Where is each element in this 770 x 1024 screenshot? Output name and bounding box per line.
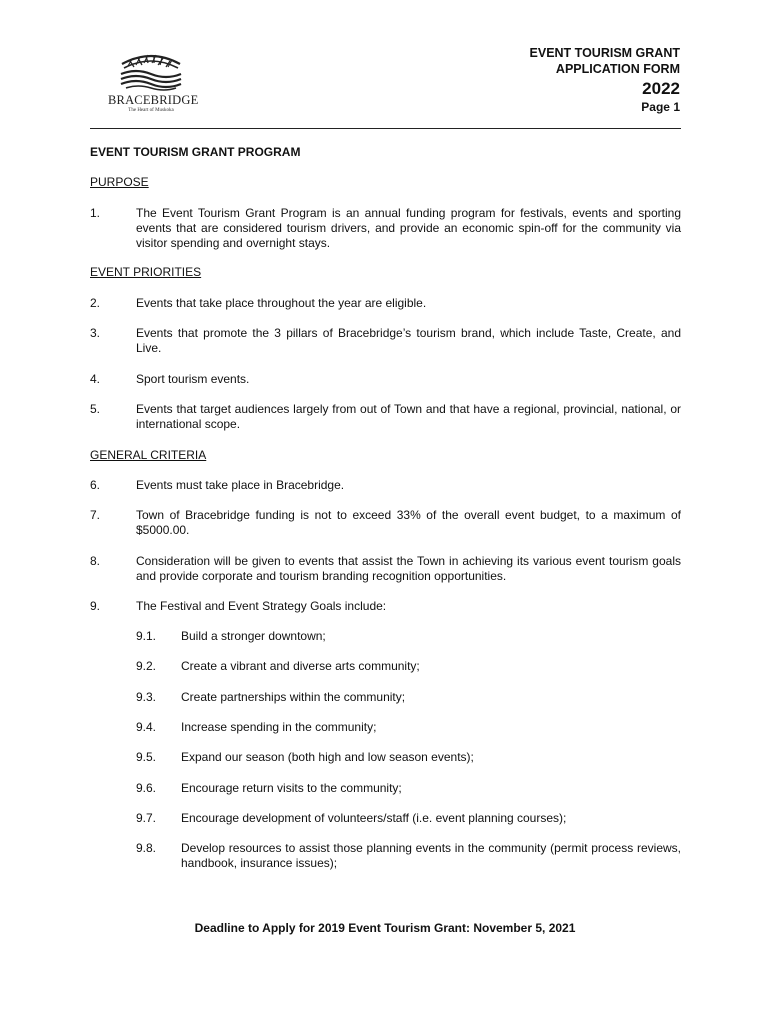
bridge-logo-icon [118, 50, 184, 92]
item-text: Events that promote the 3 pillars of Bracebridge’s tourism brand, which include Taste, Create, and Live. [136, 326, 681, 355]
goal-text: Encourage return visits to the community; [181, 781, 402, 795]
logo-wordmark: BRACEBRIDGE [108, 93, 199, 107]
deadline-notice: Deadline to Apply for 2019 Event Tourism Grant: November 5, 2021 [194, 921, 576, 935]
form-year: 2022 [642, 79, 680, 98]
goal-number: 9.3. [136, 690, 157, 704]
form-header [530, 45, 680, 115]
goal-text: Build a stronger downtown; [181, 629, 326, 643]
goal-text: Create a vibrant and diverse arts community; [181, 659, 420, 673]
form-title-line1: EVENT TOURISM GRANT [529, 46, 680, 60]
item-number: 2. [90, 296, 101, 310]
item-number: 5. [90, 402, 101, 416]
item-text: Town of Bracebridge funding is not to exceed 33% of the overall event budget, to a maximum of $5000.00. [136, 508, 681, 537]
section-heading-criteria: GENERAL CRITERIA [90, 448, 207, 462]
page-number: Page 1 [641, 100, 680, 114]
program-title: EVENT TOURISM GRANT PROGRAM [90, 145, 301, 159]
item-number: 6. [90, 478, 101, 492]
item-text: Events that take place throughout the year are eligible. [136, 296, 427, 310]
goal-number: 9.2. [136, 659, 157, 673]
goal-text: Encourage development of volunteers/staff (i.e. event planning courses); [181, 811, 567, 825]
goal-number: 9.6. [136, 781, 157, 795]
logo-tagline: The Heart of Muskoka [128, 108, 174, 113]
item-number: 9. [90, 599, 101, 613]
item-text: Sport tourism events. [136, 372, 250, 386]
goal-number: 9.8. [136, 841, 157, 855]
item-number: 8. [90, 554, 101, 568]
goal-text: Develop resources to assist those planning events in the community (permit process reviews, handbook, insurance issues); [181, 841, 681, 870]
item-number: 1. [90, 206, 101, 220]
goal-number: 9.1. [136, 629, 157, 643]
item-text: Events must take place in Bracebridge. [136, 478, 345, 492]
goal-number: 9.7. [136, 811, 157, 825]
item-number: 4. [90, 372, 101, 386]
goal-number: 9.5. [136, 750, 157, 764]
item-text: Consideration will be given to events that assist the Town in achieving its various event tourism goals and provide corporate and tourism branding recognition opportunities. [136, 554, 681, 583]
item-number: 7. [90, 508, 101, 522]
item-number: 3. [90, 326, 101, 340]
section-heading-purpose: PURPOSE [90, 175, 149, 189]
section-heading-priorities: EVENT PRIORITIES [90, 265, 202, 279]
item-text: The Festival and Event Strategy Goals include: [136, 599, 387, 613]
form-title-line2: APPLICATION FORM [555, 62, 680, 76]
goal-text: Increase spending in the community; [181, 720, 377, 734]
item-text: Events that target audiences largely from out of Town and that have a regional, provincial, national, or international scope. [136, 402, 681, 431]
header-divider [90, 128, 681, 129]
goal-text: Create partnerships within the community; [181, 690, 406, 704]
bracebridge-logo [108, 50, 199, 118]
item-text: The Event Tourism Grant Program is an annual funding program for festivals, events and sporting events that are considered tourism drivers, and provide an economic spin-off for the community via visitor spending and overnight stays. [136, 206, 681, 250]
goal-text: Expand our season (both high and low season events); [181, 750, 474, 764]
goal-number: 9.4. [136, 720, 157, 734]
